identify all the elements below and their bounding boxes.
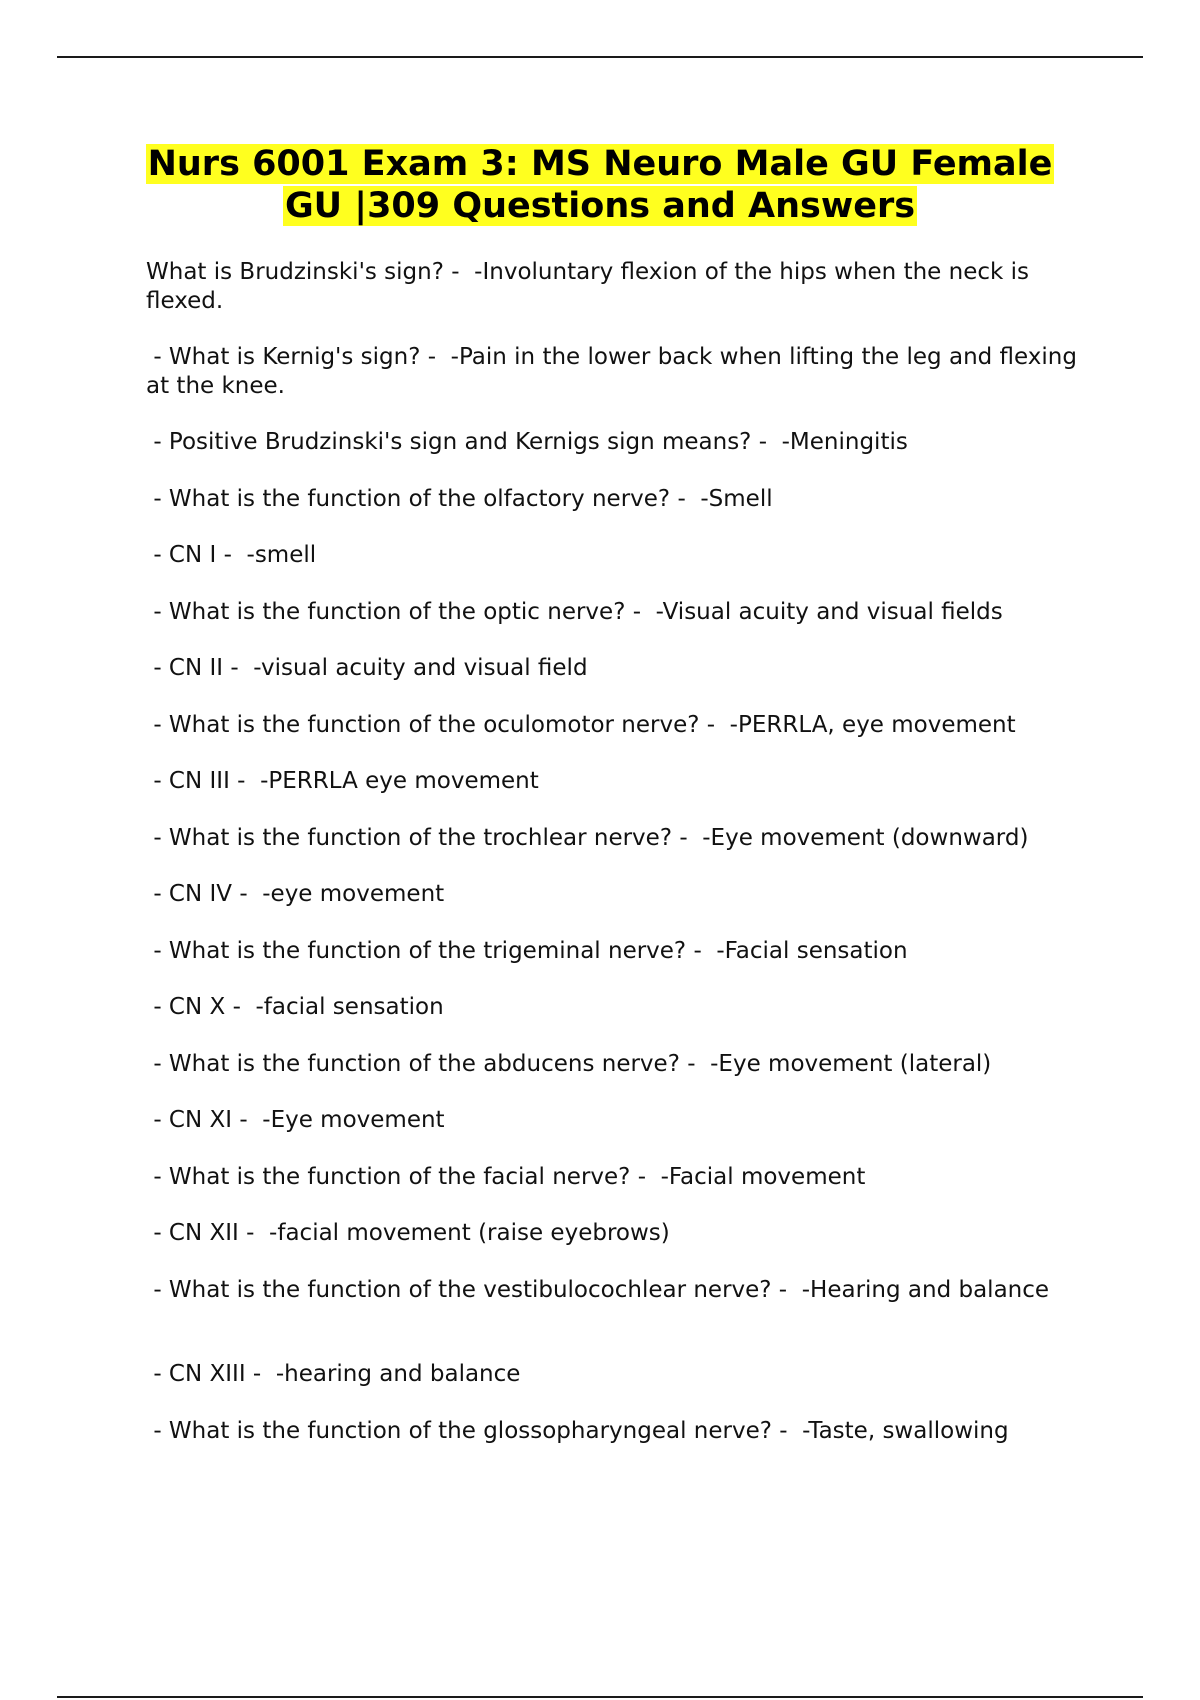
qa-item-6: - What is the function of the optic nerve? - -Visual acuity and visual fields [146,599,1003,625]
qa-item-15: - CN XI - -Eye movement [146,1107,445,1133]
qa-item-14: - What is the function of the abducens nerve? - -Eye movement (lateral) [146,1051,992,1077]
qa-item-11: - CN IV - -eye movement [146,881,445,907]
qa-item-20: - What is the function of the glossopharyngeal nerve? - -Taste, swallowing [146,1418,1009,1444]
title-line-1: Nurs 6001 Exam 3: MS Neuro Male GU Female [147,144,1053,184]
qa-item-4: - What is the function of the olfactory nerve? - -Smell [146,486,773,512]
qa-item-16: - What is the function of the facial nerve? - -Facial movement [146,1164,866,1190]
qa-item-7: - CN II - -visual acuity and visual field [146,655,588,681]
title-line-2: GU |309 Questions and Answers [284,186,916,226]
qa-item-18: - What is the function of the vestibulocochlear nerve? - -Hearing and balance [146,1277,1050,1303]
header-rule [57,56,1143,58]
qa-item-12: - What is the function of the trigeminal nerve? - -Facial sensation [146,938,908,964]
qa-item-2: - What is Kernig's sign? - -Pain in the lower back when lifting the leg and flexing at the knee. [146,344,1085,399]
qa-item-19: - CN XIII - -hearing and balance [146,1361,521,1387]
qa-item-8: - What is the function of the oculomotor nerve? - -PERRLA, eye movement [146,712,1016,738]
document-title [100,143,1100,227]
qa-item-13: - CN X - -facial sensation [146,994,444,1020]
footer-rule [57,1696,1143,1698]
qa-item-10: - What is the function of the trochlear nerve? - -Eye movement (downward) [146,825,1029,851]
qa-item-1: What is Brudzinski's sign? - -Involuntary flexion of the hips when the neck is flexed. [146,259,1037,314]
qa-item-3: - Positive Brudzinski's sign and Kernigs sign means? - -Meningitis [146,429,908,455]
qa-item-5: - CN I - -smell [146,542,317,568]
qa-item-9: - CN III - -PERRLA eye movement [146,768,539,794]
qa-item-17: - CN XII - -facial movement (raise eyebrows) [146,1220,670,1246]
